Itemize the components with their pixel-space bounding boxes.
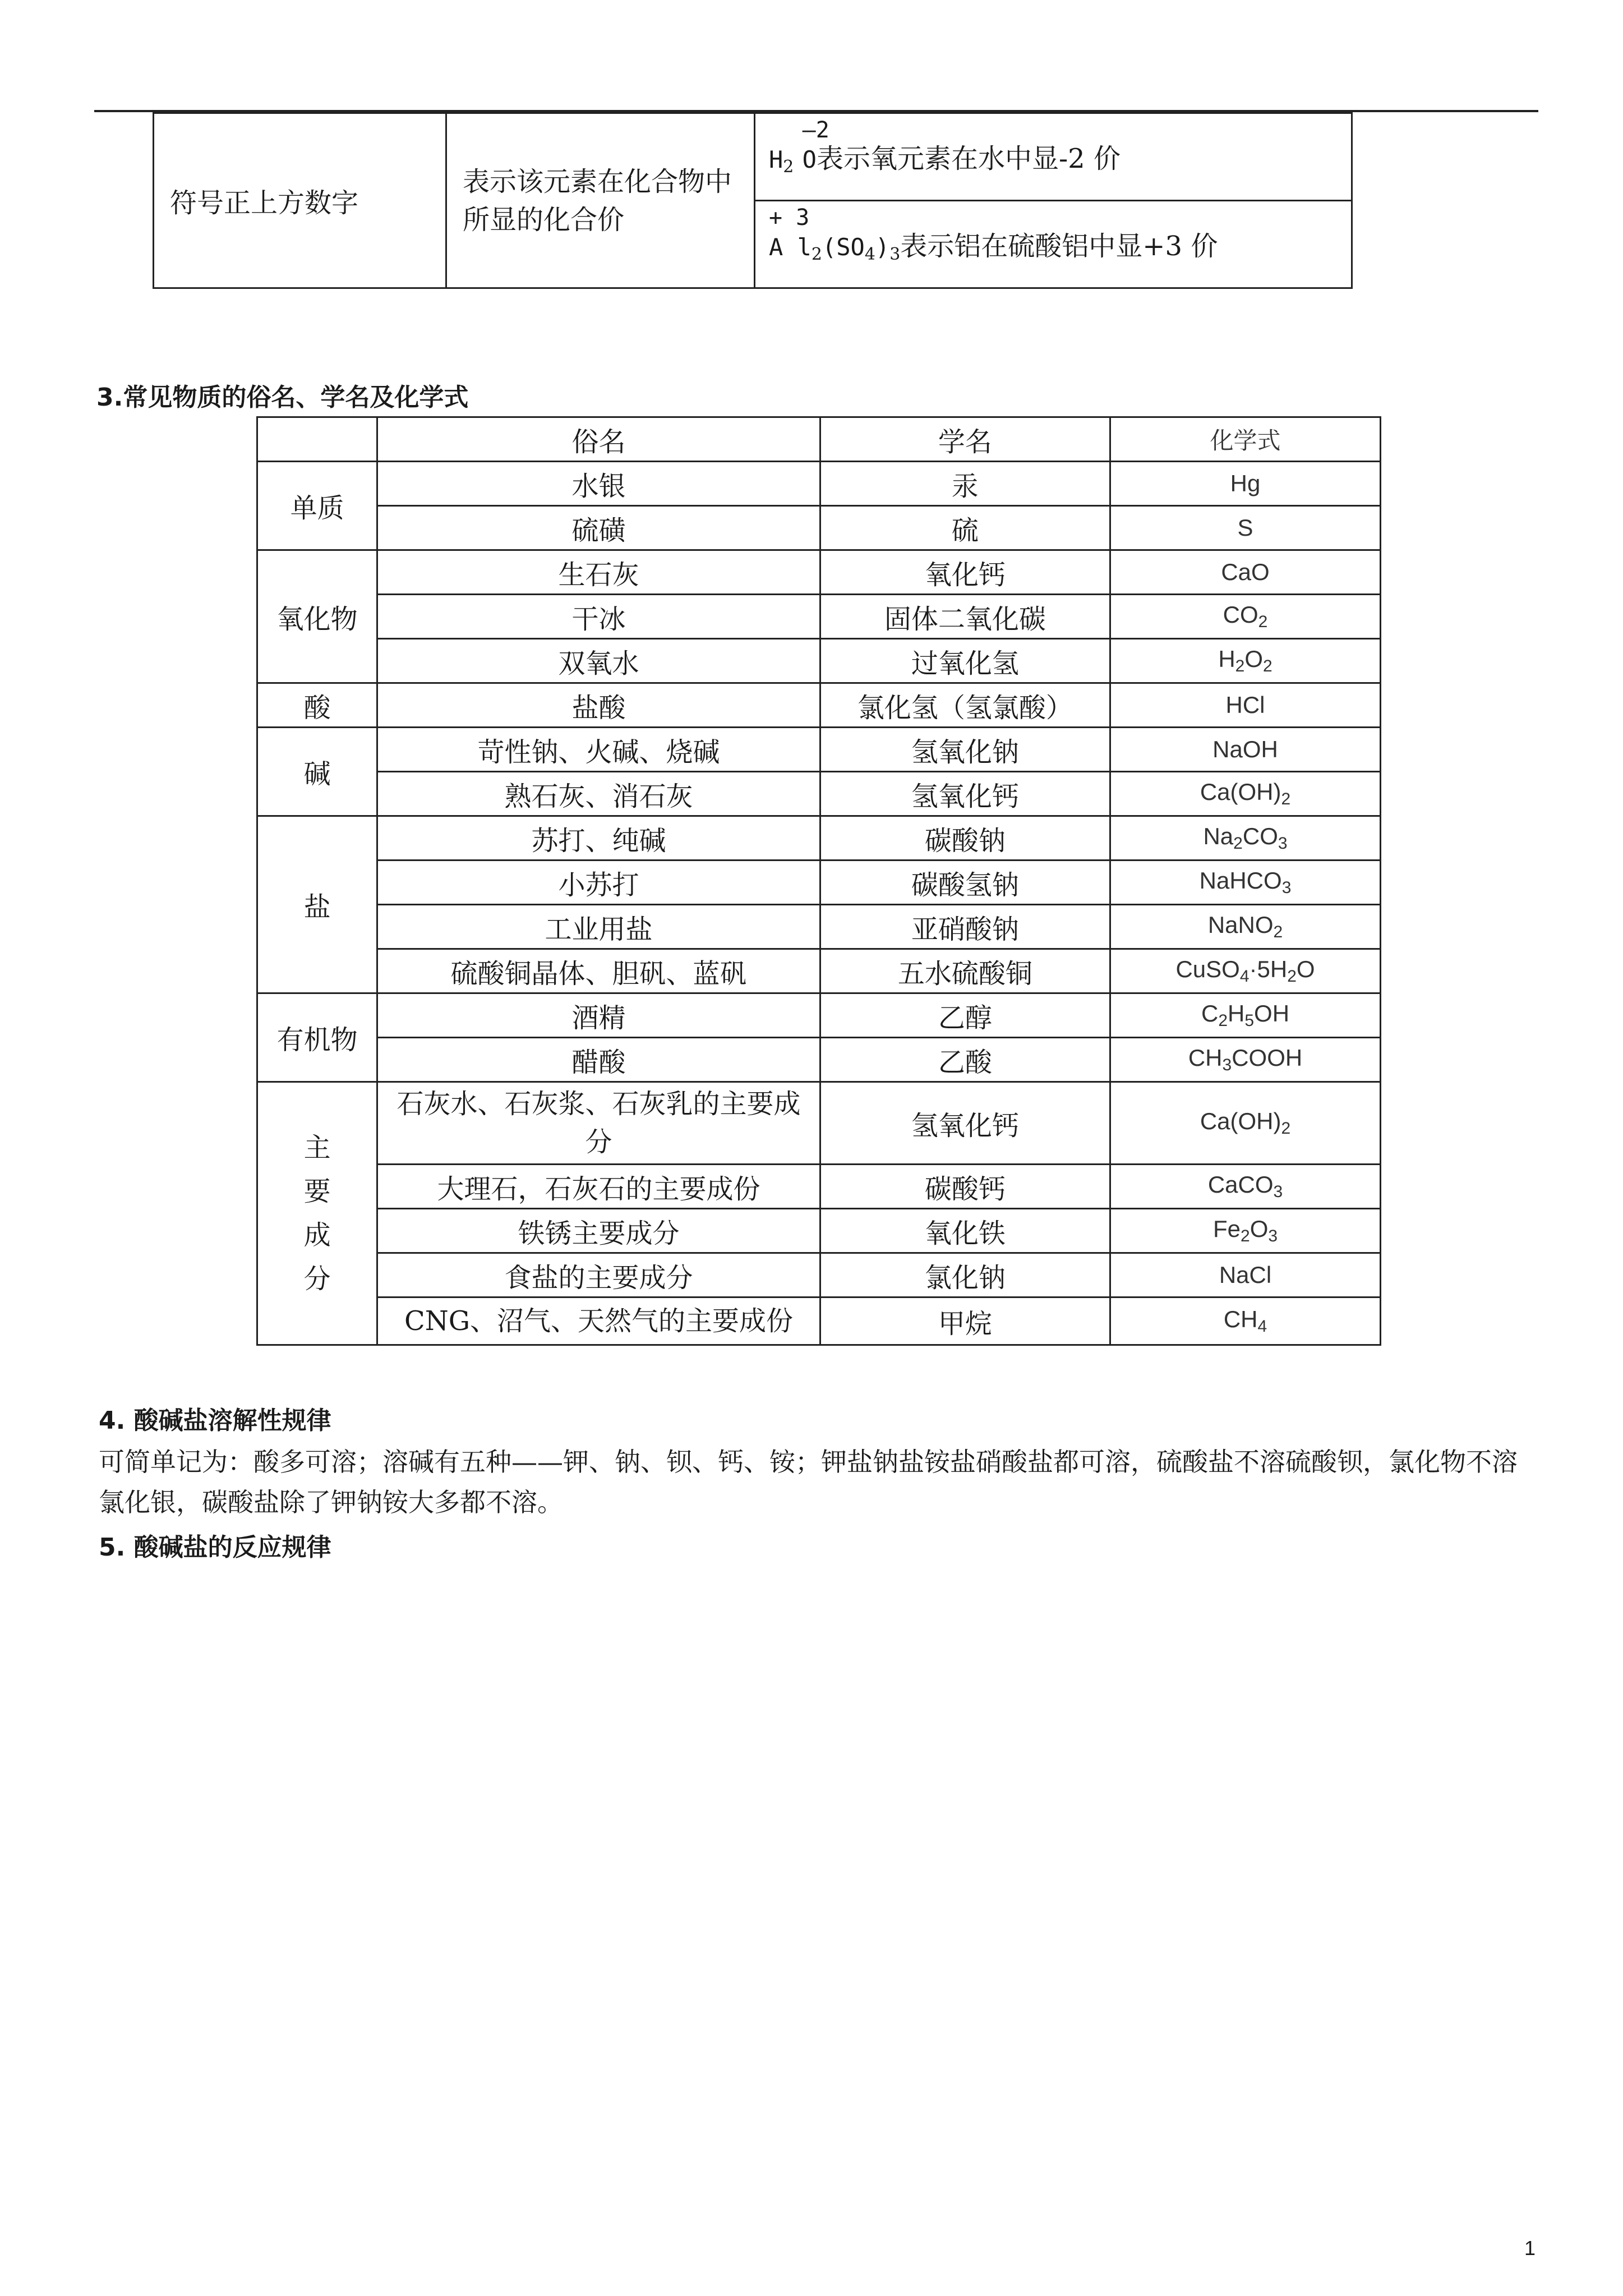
common-name-cell: 大理石，石灰石的主要成份 xyxy=(377,1165,820,1209)
scientific-name-cell: 碳酸氢钠 xyxy=(820,861,1110,905)
formula-cell xyxy=(1110,905,1381,949)
formula-cell xyxy=(1110,816,1381,861)
formula-cell xyxy=(1110,1253,1381,1297)
formula-part: CO xyxy=(1223,601,1258,628)
formula-subscript: 3 xyxy=(1273,1182,1283,1201)
table-row xyxy=(257,506,1381,550)
common-name-cell: 硫酸铜晶体、胆矾、蓝矾 xyxy=(377,949,820,993)
table-row xyxy=(257,905,1381,949)
formula-cell xyxy=(1110,993,1381,1038)
scientific-name-cell: 乙酸 xyxy=(820,1038,1110,1082)
formula-subscript: 3 xyxy=(1278,834,1288,853)
formula-part: NaCl xyxy=(1219,1262,1272,1288)
formula-part: C xyxy=(1201,1000,1219,1027)
scientific-name-cell: 乙醇 xyxy=(820,993,1110,1038)
example-text: 表示铝在硫酸铝中显+3 价 xyxy=(900,231,1218,262)
formula-part: CaO xyxy=(1221,559,1270,585)
header-scientific-name: 学名 xyxy=(820,417,1110,462)
common-name-cell: 水银 xyxy=(377,462,820,506)
formula-cell xyxy=(1110,772,1381,816)
formula-subscript: 2 xyxy=(1235,657,1245,675)
scientific-name-cell: 碳酸钙 xyxy=(820,1165,1110,1209)
table-row xyxy=(257,1082,1381,1165)
formula-part: CH xyxy=(1188,1045,1223,1071)
formula-cell xyxy=(1110,683,1381,728)
formula-subscript: 3 xyxy=(1222,1056,1232,1074)
formula-cell xyxy=(1110,506,1381,550)
formula-subscript: 2 xyxy=(1241,1227,1250,1245)
scientific-name-cell: 氢氧化钙 xyxy=(820,772,1110,816)
formula-cell xyxy=(1110,639,1381,683)
formula-cell xyxy=(1110,1165,1381,1209)
formula-part: HCl xyxy=(1225,692,1265,718)
table-row xyxy=(257,1209,1381,1253)
formula-part: NaHCO xyxy=(1199,867,1282,894)
table-row xyxy=(257,550,1381,595)
category-cell: 碱 xyxy=(257,728,377,816)
formula-part: H xyxy=(1228,1000,1245,1027)
formula-cell xyxy=(1110,1082,1381,1165)
formula-subscript: 2 xyxy=(1273,923,1283,941)
common-name-cell: 盐酸 xyxy=(377,683,820,728)
common-name-cell: 苏打、纯碱 xyxy=(377,816,820,861)
scientific-name-cell: 氧化铁 xyxy=(820,1209,1110,1253)
formula-cell xyxy=(1110,1038,1381,1082)
common-name-cell: 硫磺 xyxy=(377,506,820,550)
formula-part: NaOH xyxy=(1212,736,1278,762)
formula-cell xyxy=(1110,949,1381,993)
formula-part: Ca(OH) xyxy=(1200,1108,1281,1134)
formula-cell xyxy=(1110,1297,1381,1345)
formula-subscript: 2 xyxy=(1258,613,1268,631)
formula-subscript: 2 xyxy=(1287,967,1297,986)
scientific-name-cell: 氢氧化钙 xyxy=(820,1082,1110,1165)
formula-part: O xyxy=(1249,1216,1269,1242)
scientific-name-cell: 硫 xyxy=(820,506,1110,550)
common-name-cell: 小苏打 xyxy=(377,861,820,905)
scientific-name-cell: 固体二氧化碳 xyxy=(820,595,1110,639)
table-header-row xyxy=(257,417,1381,462)
table-row xyxy=(257,949,1381,993)
category-cell: 盐 xyxy=(257,816,377,993)
formula-cell xyxy=(1110,550,1381,595)
formula-part: NaNO xyxy=(1207,912,1274,938)
formula-part: COOH xyxy=(1232,1045,1303,1071)
formula-part: Ca(OH) xyxy=(1200,779,1281,805)
scientific-name-cell: 亚硝酸钠 xyxy=(820,905,1110,949)
formula-part: OH xyxy=(1254,1000,1290,1027)
table-row xyxy=(257,772,1381,816)
category-char: 成 xyxy=(303,1220,331,1251)
table-row xyxy=(257,816,1381,861)
formula-subscript: 2 xyxy=(1263,657,1272,675)
scientific-name-cell: 氢氧化钠 xyxy=(820,728,1110,772)
common-name-cell: 熟石灰、消石灰 xyxy=(377,772,820,816)
formula-subscript: 2 xyxy=(1281,1119,1291,1138)
category-cell xyxy=(257,1082,377,1345)
common-name-cell: 双氧水 xyxy=(377,639,820,683)
category-cell: 有机物 xyxy=(257,993,377,1082)
charge-label: —2 xyxy=(802,117,829,143)
formula-cell xyxy=(1110,1209,1381,1253)
table-row xyxy=(257,728,1381,772)
formula-part: CaCO xyxy=(1207,1171,1274,1198)
table-row xyxy=(257,683,1381,728)
section-4-heading: 4. 酸碱盐溶解性规律 xyxy=(99,1406,331,1435)
header-formula: 化学式 xyxy=(1110,417,1381,462)
formula-part: O xyxy=(1296,956,1315,982)
formula-part: CH xyxy=(1223,1306,1258,1332)
common-name-cell: 苛性钠、火碱、烧碱 xyxy=(377,728,820,772)
formula-subscript: 4 xyxy=(1239,967,1249,986)
scientific-name-cell: 氧化钙 xyxy=(820,550,1110,595)
scientific-name-cell: 甲烷 xyxy=(820,1297,1110,1345)
common-name-cell: 铁锈主要成分 xyxy=(377,1209,820,1253)
row-label: 符号正上方数字 xyxy=(154,113,446,288)
category-cell: 酸 xyxy=(257,683,377,728)
scientific-name-cell: 碳酸钠 xyxy=(820,816,1110,861)
common-name-cell: 食盐的主要成分 xyxy=(377,1253,820,1297)
example-water: $H_2$ —2 O表示氧元素在水中显-2 价 xyxy=(755,113,1352,201)
formula-part: S xyxy=(1237,514,1253,541)
common-name-cell: 生石灰 xyxy=(377,550,820,595)
common-name-cell: 醋酸 xyxy=(377,1038,820,1082)
common-name-cell: 干冰 xyxy=(377,595,820,639)
header-blank xyxy=(257,417,377,462)
formula-cell xyxy=(1110,462,1381,506)
table-row xyxy=(257,639,1381,683)
formula-subscript: 2 xyxy=(1281,790,1291,808)
charge-label: + 3 xyxy=(769,205,810,231)
scientific-name-cell: 氯化氢（氢氯酸） xyxy=(820,683,1110,728)
section-5-heading: 5. 酸碱盐的反应规律 xyxy=(99,1533,331,1562)
scientific-name-cell: 氯化钠 xyxy=(820,1253,1110,1297)
scientific-name-cell: 汞 xyxy=(820,462,1110,506)
formula-cell xyxy=(1110,728,1381,772)
valence-table xyxy=(153,112,1353,289)
formula-part: Fe xyxy=(1212,1216,1241,1242)
formula-part: H xyxy=(1218,646,1235,672)
scientific-name-cell: 过氧化氢 xyxy=(820,639,1110,683)
header-common-name: 俗名 xyxy=(377,417,820,462)
formula-part: Na xyxy=(1203,823,1234,849)
table-row xyxy=(257,595,1381,639)
formula-subscript: 3 xyxy=(1268,1227,1278,1245)
formula-cell xyxy=(1110,595,1381,639)
category-cell: 氧化物 xyxy=(257,550,377,683)
formula-subscript: 3 xyxy=(1281,878,1292,897)
section-4-body: 可简单记为：酸多可溶；溶碱有五种——钾、钠、钡、钙、铵；钾盐钠盐铵盐硝酸盐都可溶，硫酸盐不溶硫酸钡，氯化物不溶氯化银，碳酸盐除了钾钠铵大多都不溶。 xyxy=(99,1447,1518,1517)
substance-table xyxy=(256,416,1381,1346)
table-row xyxy=(257,1038,1381,1082)
formula-subscript: 2 xyxy=(1218,1011,1228,1030)
common-name-cell: 工业用盐 xyxy=(377,905,820,949)
formula-subscript: 5 xyxy=(1244,1011,1255,1030)
common-name-cell: CNG、沼气、天然气的主要成份 xyxy=(377,1297,820,1345)
category-char: 分 xyxy=(303,1263,331,1295)
example-aluminium: + 3 A $l_2(SO_4)_3$表示铝在硫酸铝中显+3 价 xyxy=(755,201,1352,288)
formula-part: CuSO xyxy=(1175,956,1240,982)
formula-subscript: 4 xyxy=(1257,1317,1267,1336)
category-char: 主 xyxy=(303,1132,331,1163)
table-row xyxy=(257,861,1381,905)
table-row xyxy=(257,1253,1381,1297)
table-row xyxy=(257,1165,1381,1209)
formula-part: O xyxy=(1244,646,1264,672)
category-char: 要 xyxy=(303,1176,331,1207)
formula-subscript: 2 xyxy=(1233,834,1243,853)
section-3-heading: 3.常见物质的俗名、学名及化学式 xyxy=(96,383,469,412)
formula-cell xyxy=(1110,861,1381,905)
scientific-name-cell: 五水硫酸铜 xyxy=(820,949,1110,993)
table-row xyxy=(257,1297,1381,1345)
example-text: 表示氧元素在水中显-2 价 xyxy=(816,143,1121,174)
meaning-cell: 表示该元素在化合物中所显的化合价 xyxy=(446,113,755,288)
table-row xyxy=(257,462,1381,506)
table-row xyxy=(257,993,1381,1038)
page-number: 1 xyxy=(1524,2237,1536,2260)
common-name-cell: 石灰水、石灰浆、石灰乳的主要成分 xyxy=(377,1082,820,1165)
formula-part: Hg xyxy=(1230,470,1261,496)
formula-part: CO xyxy=(1242,823,1278,849)
category-cell: 单质 xyxy=(257,462,377,550)
common-name-cell: 酒精 xyxy=(377,993,820,1038)
formula-part: ·5H xyxy=(1249,956,1288,982)
